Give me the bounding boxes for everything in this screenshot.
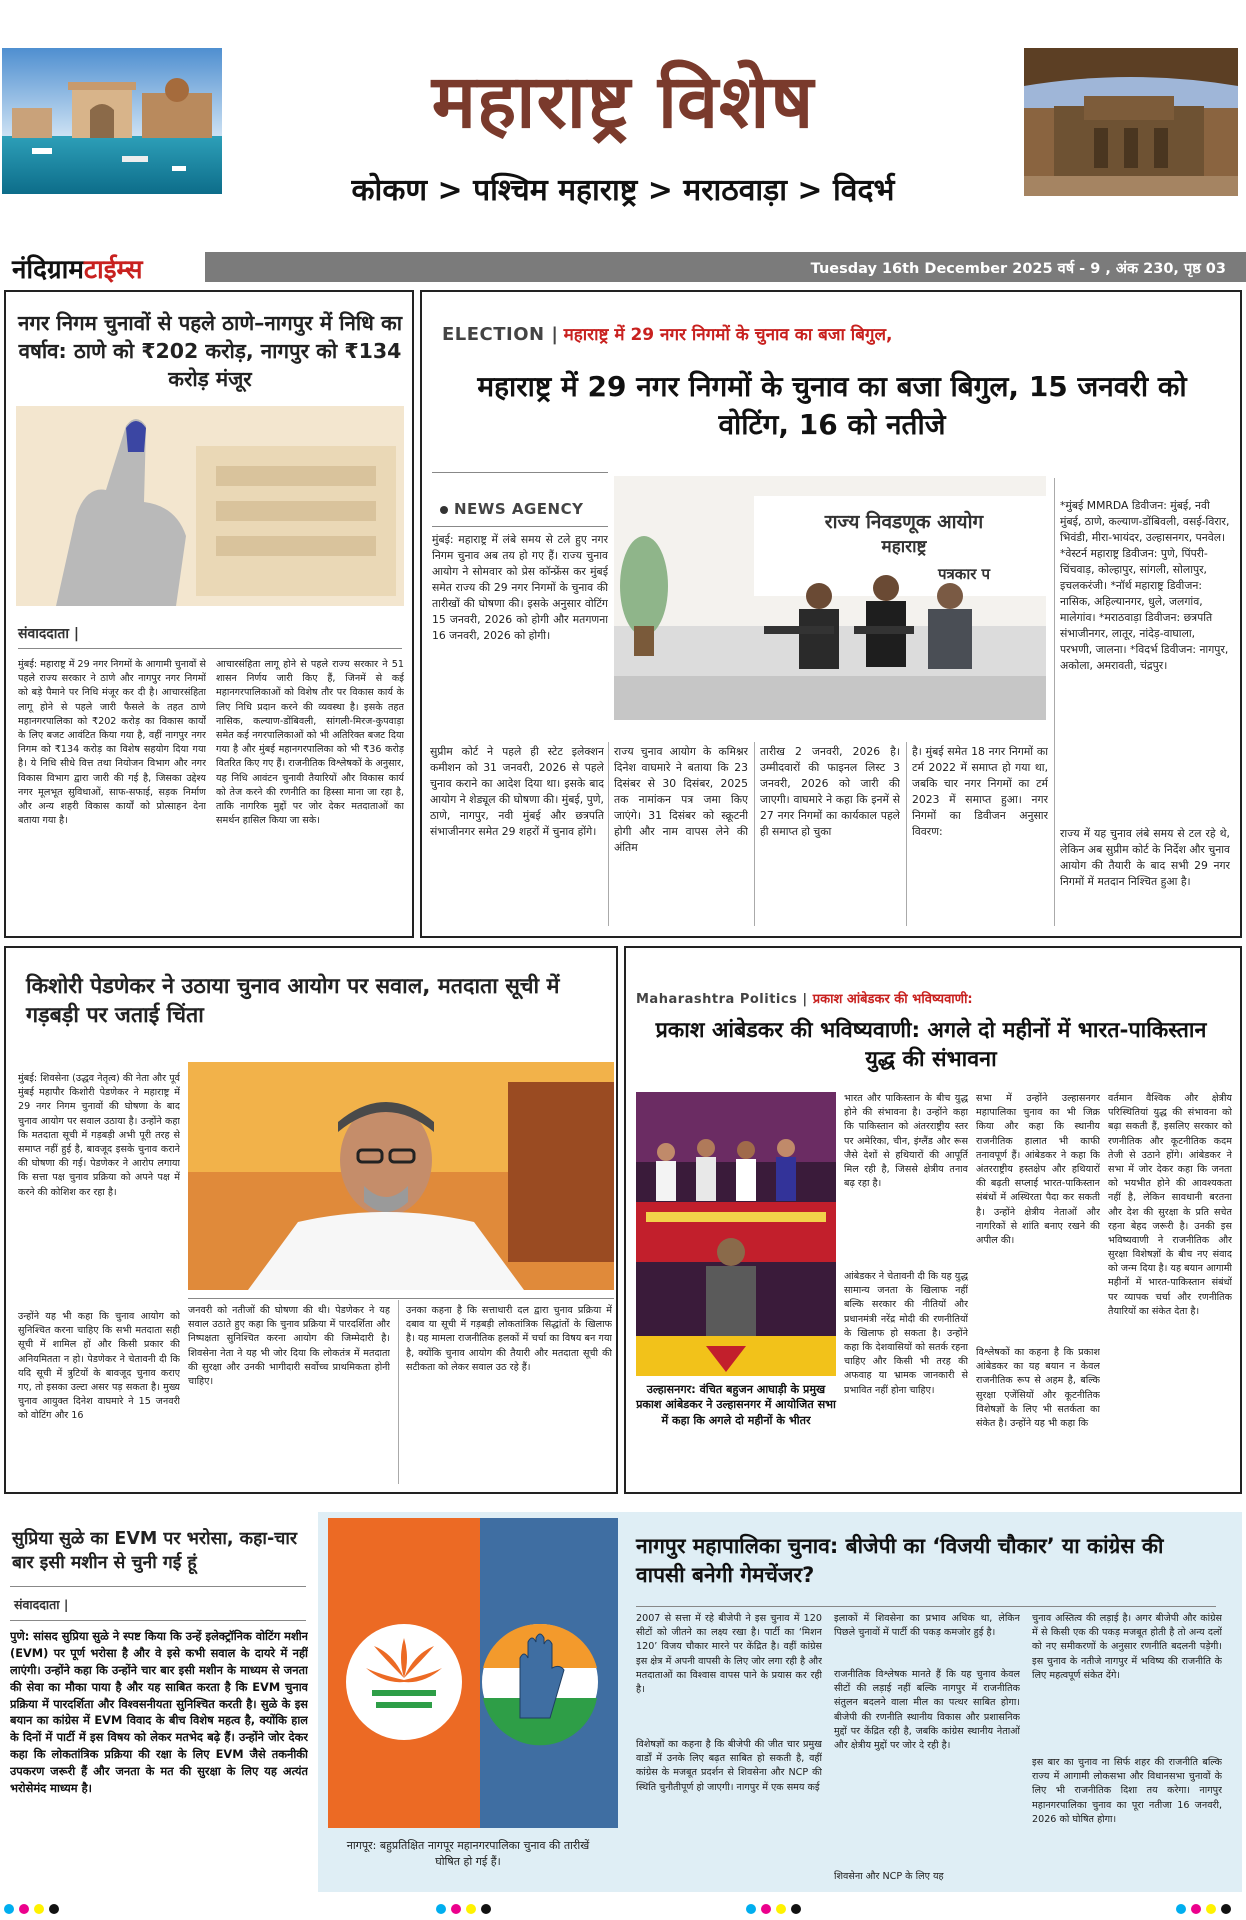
article2-column-3: तारीख 2 जनवरी, 2026 है। उम्मीदवारों की फाइनल लिस्ट 3 जनवरी, 2026 को जारी की जाएगी। वाघमारे ने कहा कि इनमें से 27 नगर निगमों का कार्यकाल पहले ही समाप्त हो चुका	[760, 745, 900, 838]
article4-column-3: वर्तमान वैश्विक और क्षेत्रीय परिस्थितियां युद्ध की संभावना को बढ़ा सकती हैं, इसलिए सरकार को रणनीतिक और कूटनीतिक कदम तेजी से उठाने होंगे। आंबेडकर ने सभा में जोर देकर कहा कि जनता को भयभीत होने की आवश्यकता नहीं है, लेकिन सावधानी बरतना और देश की सुरक्षा के प्रति सचेत रहना बेहद जरूरी है। उनकी इस भविष्यवाणी ने राजनीतिक और सुरक्षा विशेषज्ञों के बीच नए संवाद को जन्म दिया है। यह बयान आगामी महीनों में भारत-पाकिस्तान संबंधों पर व्यापक चर्चा और रणनीतिक तैयारियों का संकेत देता है।	[1108, 1093, 1232, 1317]
article5-body: पुणे: सांसद सुप्रिया सुळे ने स्पष्ट किया कि उन्हें इलेक्ट्रॉनिक वोटिंग मशीन (EVM) पर पूर्ण भरोसा है और वे इसे कभी सवाल के दायरे में नहीं लाएंगी। उन्होंने कहा कि उन्होंने चार बार इसी मशीन के माध्यम से जनता की सेवा का मौका पाया है और यह साबित करता है कि EVM चुनाव प्रक्रिया में पारदर्शिता और विश्वसनीयता सुनिश्चित करती है। सुळे के इस बयान का कांग्रेस में EVM विवाद के बीच विशेष महत्व है, क्योंकि हाल के दिनों में पार्टी में इस विषय को लेकर मतभेद बढ़े हैं। उन्होंने जोर देकर कहा कि लोकतांत्रिक प्रक्रिया की रक्षा के लिए EVM जैसे तकनीकी उपकरण जरूरी हैं और जनता के मत की सुरक्षा के लिए यह अत्यंत भरोसेमंद माध्यम है।	[10, 1629, 308, 1795]
voting-finger-photo	[16, 406, 404, 606]
article2-agency	[440, 500, 583, 518]
article1-headline: नगर निगम चुनावों से पहले ठाणे–नागपुर में निधि का वर्षाव: ठाणे को ₹202 करोड़, नागपुर को ₹134 करोड़ मंजूर	[17, 311, 403, 391]
article5-byline: संवाददाता |	[14, 1597, 69, 1612]
article4-headline: प्रकाश आंबेडकर की भविष्यवाणी: अगले दो महीनों में भारत-पाकिस्तान युद्ध की संभावना	[655, 1018, 1207, 1073]
article4-column-1: भारत और पाकिस्तान के बीच युद्ध होने की संभावना है। उन्होंने कहा कि पाकिस्तान को अंतरराष्ट्रीय स्तर पर अमेरिका, चीन, इंग्लैंड और रूस जैसे देशों से हथियारों की आपूर्ति मिल रही है, जिससे क्षेत्रीय तनाव बढ़ रहा है।	[844, 1093, 968, 1190]
article-nagpur-poll	[318, 1512, 1242, 1892]
party-symbols-graphic	[328, 1518, 618, 1828]
article4-column-2b: विश्लेषकों का कहना है कि प्रकाश आंबेडकर का यह बयान न केवल राजनीतिक रूप से अहम है, बल्कि सुरक्षा एजेंसियों और कूटनीतिक विशेषज्ञों के लिए भी सतर्कता का संकेत है। उन्होंने यह भी कहा कि	[976, 1347, 1100, 1429]
photo-banner-line3: पत्रकार प	[938, 565, 991, 583]
article3-column-1b: उन्होंने यह भी कहा कि चुनाव आयोग को सुनिश्चित करना चाहिए कि सभी मतदाता सही सूची में शामिल हों और किसी प्रकार की अनियमितता न हो। पेडणेकर ने चेतावनी दी कि यदि सूची में त्रुटियों के बावजूद चुनाव कराए गए, तो इसका उल्टा असर पड़ सकता है। मुख्य चुनाव आयुक्त दिनेश वाघमारे ने 15 जनवरी को वोटिंग और 16	[18, 1311, 180, 1422]
article2-column-1: सुप्रीम कोर्ट ने पहले ही स्टेट इलेक्शन कमीशन को 31 जनवरी, 2026 से पहले चुनाव कराने का आदेश दिया था। इसके बाद आयोग ने शेड्यूल की घोषणा की। मुंबई, पुणे, ठाणे, नागपुर, नवी मुंबई और छत्रपति संभाजीनगर समेत 29 शहरों में चुनाव होंगे।	[430, 745, 604, 838]
article3-column-3: उनका कहना है कि सत्ताधारी दल द्वारा चुनाव प्रक्रिया में दबाव या सूची में गड़बड़ी लोकतांत्रिक सिद्धांतों के खिलाफ है। यह मामला राजनीतिक हलकों में चर्चा का विषय बन गया है, क्योंकि चुनाव आयोग की तैयारी और मतदाता सूची की सटीकता को लेकर सवाल उठ रहे हैं।	[406, 1305, 612, 1373]
article1-column-1: मुंबई: महाराष्ट्र में 29 नगर निगमों के आगामी चुनावों से पहले राज्य सरकार ने ठाणे और नागपुर नगर निगमों को बड़े पैमाने पर निधि मंजूर कर दी है। आचारसंहिता लागू होने से पहले जारी फैसले के तहत ठाणे महानगरपालिका को ₹202 करोड़ का विकास कार्यों के लिए बजट आवंटित किया गया है, वहीं नागपुर नगर निगम को ₹134 करोड़ का विशेष सहयोग दिया गया है। ये निधि सीधे वित्त तथा नियोजन विभाग और नगर विकास विभाग द्वारा जारी की गई है, जिसका उद्देश्य नगर मूलभूत सुविधाओं, साफ-सफाई, सड़क निर्माण और अन्य शहरी विकास कार्यों को प्रोत्साहन देना बताया गया है।	[18, 659, 206, 827]
article-supriya-sule-evm	[4, 1512, 312, 1900]
article4-kicker: प्रकाश आंबेडकर की भविष्यवाणी:	[812, 992, 973, 1007]
logo-text-part1: नंदिग्राम	[12, 255, 84, 285]
article2-kicker: महाराष्ट्र में 29 नगर निगमों के चुनाव का बजा बिगुल,	[563, 325, 893, 345]
article6-column-2b: राजनीतिक विश्लेषक मानते हैं कि यह चुनाव केवल सीटों की लड़ाई नहीं बल्कि नागपुर में राजनीतिक संतुलन बदलने वाला मील का पत्थर साबित होगा। बीजेपी की रणनीति स्थानीय विकास और प्रशासनिक मुद्दों पर केंद्रित रही है, जबकि कांग्रेस स्थानीय नेताओं और क्षेत्रीय मुद्दों पर जोर दे रही है।	[834, 1669, 1020, 1751]
press-conference-photo	[614, 476, 1046, 720]
agency-label: NEWS AGENCY	[454, 500, 584, 518]
uddhav-thackeray-photo	[188, 1062, 614, 1290]
masthead-title: महाराष्ट्र विशेष	[431, 59, 815, 145]
article-thane-nagpur-funds	[4, 290, 414, 938]
photo-banner-line2: महाराष्ट्र	[881, 537, 927, 557]
article6-column-2: इलाकों में शिवसेना का प्रभाव अधिक था, लेकिन पिछले चुनावों में पार्टी की पकड़ कमजोर हुई है।	[834, 1613, 1020, 1639]
article4-photo-caption: उल्हासनगर: वंचित बहुजन आघाड़ी के प्रमुख प्रकाश आंबेडकर ने उल्हासनगर में आयोजित सभा में कहा कि अगले दो महीनों के भीतर	[636, 1383, 836, 1427]
article2-category: ELECTION |	[442, 324, 559, 345]
article-pednekar-election-commission	[4, 946, 618, 1494]
article1-column-2: आचारसंहिता लागू होने से पहले राज्य सरकार ने 51 शासन निर्णय जारी किए हैं, जिनमें से कई महानगरपालिकाओं को विशेष तौर पर विकास कार्य के लिए निधि प्रदान करने की व्यवस्था है। इसके तहत नासिक, कल्याण-डोंबिवली, सांगली-मिरज-कुपवाड़ा समेत कई नगरपालिकाओं को भी अतिरिक्त बजट दिया गया है और मुंबई महानगरपालिका को भी ₹36 करोड़ वितरित किए गए हैं। राजनीतिक विश्लेषकों के अनुसार, यह निधि आवंटन चुनावी तैयारियों और विकास कार्य को तेज करने की रणनीति का हिस्सा माना जा रहा है, ताकि नागरिक मुद्दों पर जोर देकर मतदाताओं का समर्थन हासिल किया जा सके।	[216, 659, 404, 827]
ellora-temple-photo	[1024, 48, 1238, 196]
article6-photo-caption: नागपूर: बहुप्रतिक्षित नागपूर महानगरपालिका चुनाव की तारीखें घोषित हो गई हैं।	[346, 1839, 590, 1868]
article2-intro: मुंबई: महाराष्ट्र में लंबे समय से टले हुए नगर निगम चुनाव अब तय हो गए हैं। राज्य चुनाव आयोग ने सोमवार को प्रेस कॉन्फ्रेंस कर मुंबई समेत राज्य की 29 नगर निगमों के चुनाव की तारीखों की घोषणा की। इसके अनुसार वोटिंग 15 जनवरी, 2026 को होगी और मतगणना 16 जनवरी, 2026 को होगी।	[432, 533, 608, 642]
bullet-icon	[440, 506, 448, 514]
article2-division-list: *मुंबई MMRDA डिवीजन: मुंबई, नवी मुंबई, ठाणे, कल्याण-डोंबिवली, वसई-विरार, भिवंडी, मीरा-भायंदर, उल्हासनगर, पनवेल। *वेस्टर्न महाराष्ट्र डिवीजन: पुणे, पिंपरी-चिंचवाड़, कोल्हापुर, सांगली, सोलापुर, इचलकरंजी। *नॉर्थ महाराष्ट्र डिवीजन: नासिक, अहिल्यानगर, धुले, जलगांव, मालेगांव। *मराठवाड़ा डिवीजन: छत्रपति संभाजीनगर, लातूर, नांदेड़-वाघाला, परभणी, जालना। *विदर्भ डिवीजन: नागपुर, अकोला, अमरावती, चंद्रपुर।	[1060, 499, 1230, 672]
article-civic-polls-announced	[420, 290, 1242, 938]
article6-column-3b: इस बार का चुनाव ना सिर्फ शहर की राजनीति बल्कि राज्य में आगामी लोकसभा और विधानसभा चुनावों के लिए भी राजनीतिक दिशा तय करेगा। नागपुर महानगरपालिका चुनाव का पूरा नतीजा 16 जनवरी, 2026 को घोषित होगा।	[1032, 1757, 1222, 1825]
article3-headline: किशोरी पेडणेकर ने उठाया चुनाव आयोग पर सवाल, मतदाता सूची में गड़बड़ी पर जताई चिंता	[26, 974, 560, 1029]
article6-column-2c: शिवसेना और NCP के लिए यह	[834, 1871, 944, 1882]
article3-column-1: मुंबई: शिवसेना (उद्धव नेतृत्व) की नेता और पूर्व मुंबई महापौर किशोरी पेडणेकर ने महाराष्ट्र में 29 नगर निगम चुनावों की घोषणा के बाद चुनाव आयोग पर सवाल उठाया है। उन्होंने कहा कि मतदाता सूची में गड़बड़ी अभी पूरी तरह से समाप्त नहीं हुई है, बावजूद इसके चुनाव कराने की घोषणा की गई। पेडणेकर ने आरोप लगाया कि सत्ता पक्ष चुनाव प्रक्रिया को अपने पक्ष में करने की कोशिश कर रहा है।	[18, 1073, 180, 1198]
color-registration-marks-center	[436, 1904, 491, 1914]
color-registration-marks-left	[4, 1904, 59, 1914]
article4-column-1b: आंबेडकर ने चेतावनी दी कि यह युद्ध सामान्य जनता के खिलाफ नहीं बल्कि सरकार की नीतियों और प्रधानमंत्री नरेंद्र मोदी की रणनीतियों के खिलाफ हो सकता है। उन्होंने कहा कि देशवासियों को सतर्क रहना चाहिए और किसी भी तरह की अफवाह या भ्रामक जानकारी से प्रभावित नहीं होना चाहिए।	[844, 1271, 968, 1396]
article6-column-1b: विशेषज्ञों का कहना है कि बीजेपी की जीत चार प्रमुख वार्डों में उनके लिए बढ़त साबित हो सकती है, वहीं कांग्रेस के मजबूत प्रदर्शन से शिवसेना और NCP की स्थिति चुनौतीपूर्ण हो जाएगी। नागपुर में एक समय कई	[636, 1739, 822, 1793]
rally-stage-photo	[636, 1092, 836, 1376]
article4-column-2: सभा में उन्होंने उल्हासनगर महापालिका चुनाव का भी जिक्र किया और कहा कि स्थानीय राजनीतिक हालात भी काफी तनावपूर्ण हैं। आंबेडकर ने कहा कि अंतरराष्ट्रीय हस्तक्षेप और हथियारों की बढ़ती सप्लाई भारत-पाकिस्तान संबंधों में अस्थिरता पैदा कर सकती है। उन्होंने क्षेत्रीय नेताओं और नागरिकों से शांति बनाए रखने की अपील की।	[976, 1093, 1100, 1246]
article4-category-row	[636, 988, 973, 1007]
color-registration-marks-right	[746, 1904, 801, 1914]
article2-category-row	[442, 322, 892, 345]
article5-headline: सुप्रिया सुळे का EVM पर भरोसा, कहा-चार बार इसी मशीन से चुनी गई हूं	[12, 1529, 298, 1573]
article2-closing: राज्य में यह चुनाव लंबे समय से टल रहे थे, लेकिन अब सुप्रीम कोर्ट के निर्देश और चुनाव आयोग की तैयारी के बाद सभी 29 नगर निगमों में मतदान निश्चित हुआ है।	[1060, 827, 1230, 888]
dateline: Tuesday 16th December 2025 वर्ष - 9 , अंक 230, पृष्ठ 03	[810, 261, 1226, 277]
article6-headline: नागपुर महापालिका चुनाव: बीजेपी का ‘विजयी चौकार’ या कांग्रेस की वापसी बनेगी गेमचेंजर?	[636, 1534, 1164, 1587]
logo-text-part2: टाईम्स	[83, 255, 143, 285]
article2-column-4: है। मुंबई समेत 18 नगर निगमों का टर्म 2022 में समाप्त हो गया था, जबकि चार नगर निगमों का टर्म 2023 में समाप्त हुआ। नगर निगमों का डिवीजन अनुसार विवरण:	[912, 745, 1048, 838]
article4-category: Maharashtra Politics |	[636, 992, 808, 1007]
article3-column-2: जनवरी को नतीजों की घोषणा की थी। पेडणेकर ने यह सवाल उठाते हुए कहा कि चुनाव प्रक्रिया में पारदर्शिता और निष्पक्षता सुनिश्चित करना आयोग की जिम्मेदारी है। शिवसेना नेता ने यह भी जोर दिया कि लोकतंत्र में मतदाता की सुरक्षा और उनकी भागीदारी सर्वोच्च प्राथमिकता होनी चाहिए।	[188, 1305, 390, 1387]
article6-column-3: चुनाव अस्तित्व की लड़ाई है। अगर बीजेपी और कांग्रेस में से किसी एक की पकड़ मजबूत होती है तो अन्य दलों को नए समीकरणों के अनुसार रणनीति बदलनी पड़ेगी। इस चुनाव के नतीजे नागपुर में भविष्य की राजनीति के लिए महत्वपूर्ण संकेत देंगे।	[1032, 1613, 1222, 1681]
article6-column-1: 2007 से सत्ता में रहे बीजेपी ने इस चुनाव में 120 सीटों को जीतने का लक्ष्य रखा है। पार्टी का ‘मिशन 120’ विजय चौकार मारने पर केंद्रित है। वहीं कांग्रेस इस क्षेत्र में अपनी वापसी के लिए जोर लगा रही है और मतदाताओं का विश्वास वापस पाने के प्रयास कर रही है।	[636, 1613, 822, 1695]
photo-banner-line1: राज्य निवडणूक आयोग	[824, 511, 984, 533]
article1-byline: संवाददाता |	[18, 626, 79, 642]
article2-column-2: राज्य चुनाव आयोग के कमिश्नर दिनेश वाघमारे ने बताया कि 23 दिसंबर से 30 दिसंबर, 2025 तक नामांकन पत्र जमा किए जाएंगे। 31 दिसंबर को स्क्रूटनी होगी और नाम वापस लेने की अंतिम	[614, 745, 748, 854]
masthead-regions: कोकण > पश्चिम महाराष्ट्र > मराठवाड़ा > विदर्भ	[351, 173, 895, 208]
article2-headline: महाराष्ट्र में 29 नगर निगमों के चुनाव का बजा बिगुल, 15 जनवरी को वोटिंग, 16 को नतीजे	[477, 370, 1187, 442]
newspaper-logo	[0, 250, 205, 290]
article-ambedkar-prediction	[624, 946, 1242, 1494]
color-registration-marks-far-right	[1176, 1904, 1231, 1914]
